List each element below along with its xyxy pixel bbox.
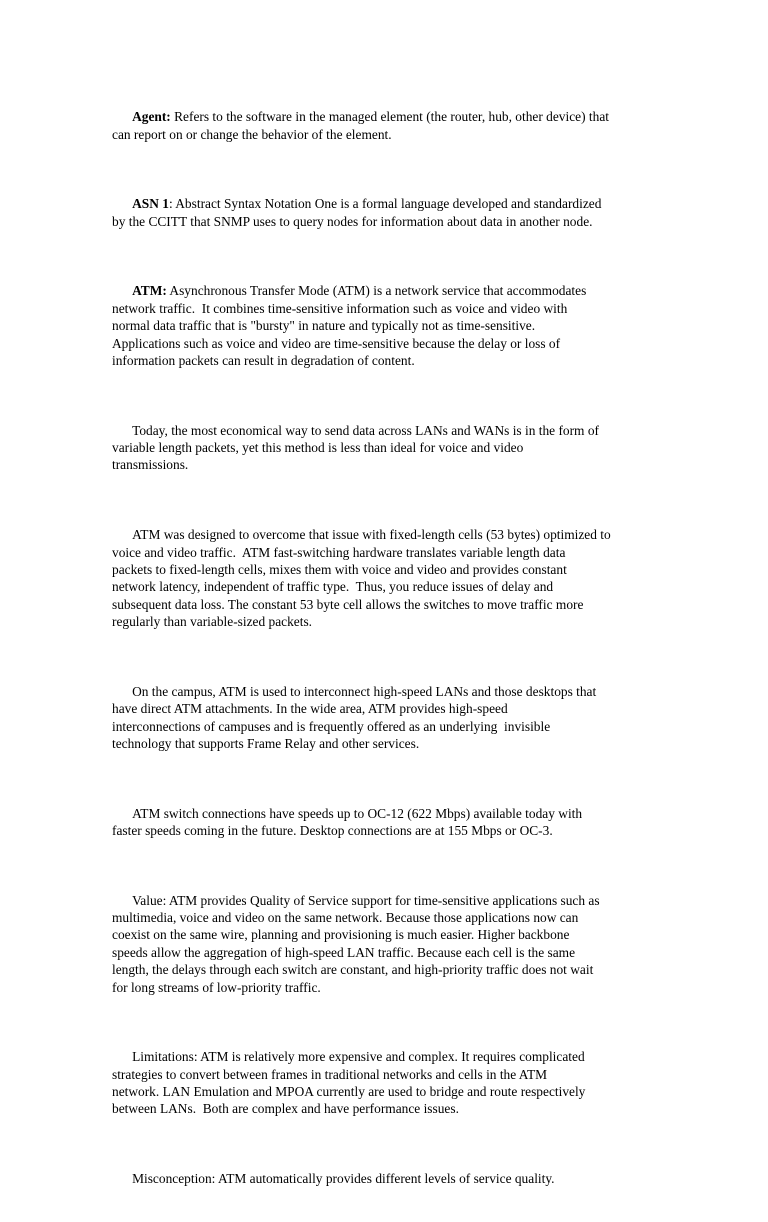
paragraph-asn1	[112, 178, 657, 248]
paragraph-line: Limitations: ATM is relatively more expensive and complex. It requires complicated	[132, 1049, 585, 1065]
paragraph-line: Refers to the software in the managed element (the router, hub, other device) that	[170, 109, 609, 125]
paragraph-line: technology that supports Frame Relay and other services.	[112, 735, 420, 751]
paragraph-line: variable length packets, yet this method is less than ideal for voice and video	[112, 440, 524, 456]
paragraph-value	[112, 874, 657, 1013]
paragraph-line: Value: ATM provides Quality of Service support for time-sensitive applications such as	[132, 892, 600, 908]
paragraph-agent	[112, 91, 657, 161]
paragraph-line: Misconception: ATM automatically provides different levels of service quality.	[132, 1171, 555, 1187]
paragraph-line: subsequent data loss. The constant 53 byte cell allows the switches to move traffic more	[112, 596, 584, 612]
paragraph-line: transmissions.	[112, 457, 189, 473]
paragraph-line: faster speeds coming in the future. Desktop connections are at 155 Mbps or OC-3.	[112, 822, 553, 838]
paragraph-line: speeds allow the aggregation of high-speed LAN traffic. Because each cell is the same	[112, 944, 576, 960]
term-agent: Agent:	[132, 109, 171, 125]
term-asn1: ASN 1	[132, 196, 169, 212]
paragraph-line: Asynchronous Transfer Mode (ATM) is a network service that accommodates	[166, 283, 587, 299]
paragraph-line: network. LAN Emulation and MPOA currently are used to bridge and route respectively	[112, 1084, 586, 1100]
paragraph-line: multimedia, voice and video on the same network. Because those applications now can	[112, 909, 579, 925]
paragraph-line: length, the delays through each switch are constant, and high-priority traffic does not wait	[112, 962, 594, 978]
paragraph-line: network latency, independent of traffic type. Thus, you reduce issues of delay and	[112, 579, 554, 595]
paragraph-line: interconnections of campuses and is frequently offered as an underlying invisible	[112, 718, 551, 734]
paragraph-line: ATM was designed to overcome that issue with fixed-length cells (53 bytes) optimized to	[132, 527, 611, 543]
paragraph-line: ATM switch connections have speeds up to OC-12 (622 Mbps) available today with	[132, 805, 583, 821]
paragraph-line: network traffic. It combines time-sensitive information such as voice and video with	[112, 300, 568, 316]
paragraph-line: strategies to convert between frames in traditional networks and cells in the ATM	[112, 1066, 548, 1082]
paragraph-line: for long streams of low-priority traffic.	[112, 979, 321, 995]
paragraph-switch-connections	[112, 787, 657, 857]
paragraph-line: : Abstract Syntax Notation One is a formal language developed and standardized	[168, 196, 602, 212]
document-body	[112, 91, 657, 1222]
paragraph-line: can report on or change the behavior of the element.	[112, 126, 392, 142]
paragraph-line: by the CCITT that SNMP uses to query nodes for information about data in another node.	[112, 213, 593, 229]
paragraph-line: voice and video traffic. ATM fast-switching hardware translates variable length data	[112, 544, 566, 560]
paragraph-line: Applications such as voice and video are time-sensitive because the delay or loss of	[112, 335, 561, 351]
paragraph-line: On the campus, ATM is used to interconnect high-speed LANs and those desktops that	[132, 683, 597, 699]
paragraph-campus	[112, 665, 657, 769]
paragraph-line: have direct ATM attachments. In the wide area, ATM provides high-speed	[112, 701, 508, 717]
paragraph-atm-designed	[112, 509, 657, 648]
paragraph-line: normal data traffic that is "bursty" in nature and typically not as time-sensitive.	[112, 318, 536, 334]
paragraph-line: coexist on the same wire, planning and provisioning is much easier. Higher backbone	[112, 927, 570, 943]
paragraph-line: Today, the most economical way to send data across LANs and WANs is in the form of	[132, 422, 599, 438]
paragraph-atm	[112, 265, 657, 387]
paragraph-line: information packets can result in degradation of content.	[112, 353, 415, 369]
paragraph-misconception	[112, 1153, 657, 1205]
term-atm: ATM:	[132, 283, 167, 299]
paragraph-limitations	[112, 1031, 657, 1135]
paragraph-line: regularly than variable-sized packets.	[112, 614, 313, 630]
paragraph-line: between LANs. Both are complex and have performance issues.	[112, 1101, 459, 1117]
paragraph-line: packets to fixed-length cells, mixes them with voice and video and provides constant	[112, 561, 567, 577]
paragraph-today	[112, 404, 657, 491]
